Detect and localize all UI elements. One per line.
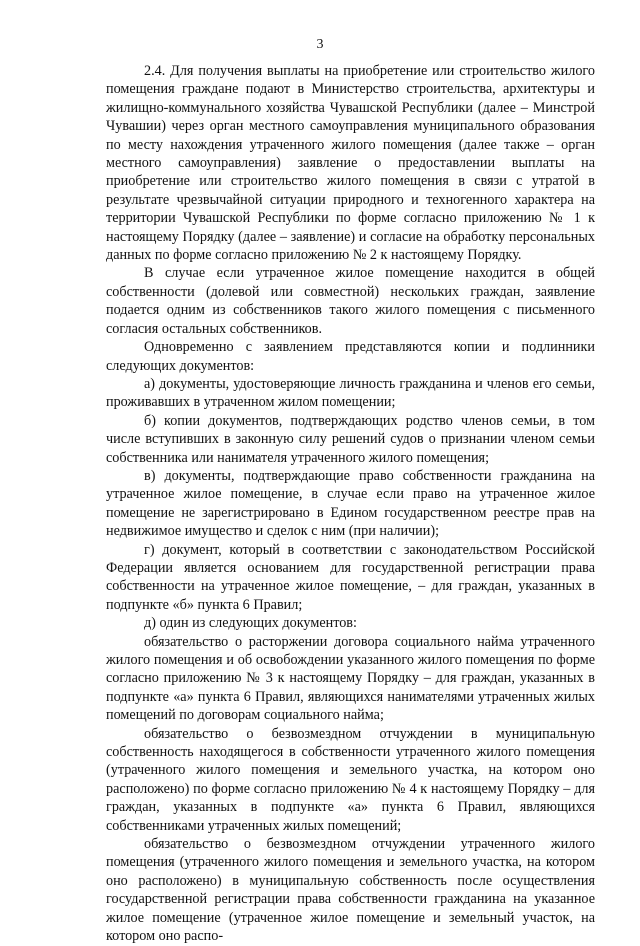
paragraph-documents-intro: Одновременно с заявлением представляются копии и подлинники следующих документов: <box>106 339 595 374</box>
obligation-alienation-after-registration-paragraph: обязательство о безвозмездном отчуждении утраченного жилого помещения (утраченного жилого помещения и земельного участка, на котором оно расположено) в муниципальную собственность после осуществления государственной регистрации права собственности гражданина на указанное жилое помещение (утраченное жилое помещение и земельный участок, на котором оно распо- <box>106 836 595 945</box>
page-number: 3 <box>316 37 324 52</box>
paragraph-2-4: 2.4. Для получения выплаты на приобретение или строительство жилого помещения граждане подают в Министерство строительства, архитектуры и жилищно-коммунального хозяйства Чувашской Республики (далее – Минстрой Чувашии) через орган местного самоуправления муниципального образования по месту нахождения утраченного жилого помещения (далее также – орган местного самоуправления) заявление о предоставлении выплаты на приобретение или строительство жилого помещения в связи с утратой в результате чрезвычайной ситуации природного и техногенного характера на территории Чувашской Республики по форме согласно приложению № 1 к настоящему Порядку (далее – заявление) и согласие на обработку персональных данных по форме согласно приложению № 2 к настоящему Порядку. <box>106 63 595 264</box>
obligation-alienation-owned-paragraph: обязательство о безвозмездном отчуждении в муниципальную собственность находящегося в собственности утраченного жилого помещения (утраченного жилого помещения и земельного участка, на котором оно расположено) по форме согласно приложению № 4 к настоящему Порядку – для граждан, указанных в подпункте «а» пункта 6 Правил, являющихся собственниками утраченных жилых помещений; <box>106 725 595 834</box>
obligation-termination-paragraph: обязательство о расторжении договора социального найма утраченного жилого помещения и об освобождении указанного жилого помещения по форме согласно приложению № 3 к настоящему Порядку – для граждан, указанных в подпункте «а» пункта 6 Правил, являющихся нанимателями утраченных жилых помещений по договорам социального найма; <box>106 633 595 724</box>
document-body <box>106 62 595 946</box>
list-item-b: б) копии документов, подтверждающих родство членов семьи, в том числе вступивших в законную силу решений судов о признании членом семьи собственника или нанимателя утраченного жилого помещения; <box>106 412 595 466</box>
list-item-v: в) документы, подтверждающие право собственности гражданина на утраченное жилое помещение, в случае если право на утраченное жилое помещение не зарегистрировано в Едином государственном реестре прав на недвижимое имущество и сделок с ним (при наличии); <box>106 467 595 540</box>
list-item-a: а) документы, удостоверяющие личность гражданина и членов его семьи, проживавших в утраченном жилом помещении; <box>106 375 595 411</box>
list-item-d: д) один из следующих документов: <box>144 615 357 632</box>
list-item-g: г) документ, который в соответствии с законодательством Российской Федерации является основанием для государственной регистрации права собственности на утраченное жилое помещение, – для граждан, указанных в подпункте «б» пункта 6 Правил; <box>106 541 595 613</box>
paragraph-common-ownership: В случае если утраченное жилое помещение находится в общей собственности (долевой или совместной) нескольких граждан, заявление подается одним из собственников такого жилого помещения с письменного согласия остальных собственников. <box>106 265 595 337</box>
